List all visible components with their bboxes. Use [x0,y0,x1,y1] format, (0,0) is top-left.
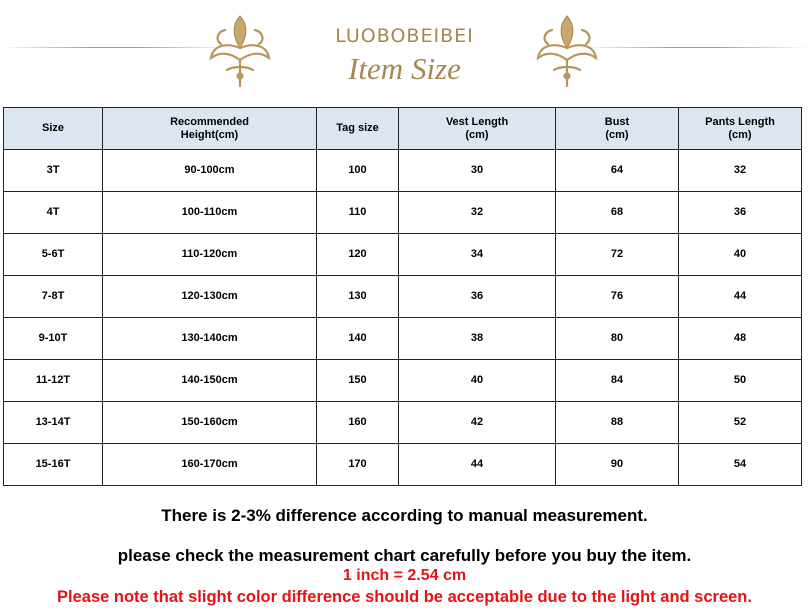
cell-size: 11-12T [4,360,103,402]
table-row [4,318,802,360]
cell-size: 9-10T [4,318,103,360]
table-row [4,402,802,444]
cell-bust: 76 [556,276,679,318]
column-header-vest-length: Vest Length (cm) [399,108,556,150]
cell-size: 7-8T [4,276,103,318]
table-row [4,360,802,402]
size-chart-table [3,107,802,486]
cell-pants-length: 32 [679,150,802,192]
cell-pants-length: 54 [679,444,802,486]
cell-tag-size: 120 [317,234,399,276]
cell-tag-size: 140 [317,318,399,360]
column-header-recommended-height: Recommended Height(cm) [103,108,317,150]
cell-bust: 72 [556,234,679,276]
cell-bust: 84 [556,360,679,402]
cell-size: 3T [4,150,103,192]
table-row [4,276,802,318]
cell-size: 4T [4,192,103,234]
cell-tag-size: 110 [317,192,399,234]
cell-vest-length: 32 [399,192,556,234]
cell-height: 100-110cm [103,192,317,234]
table-header-row [4,108,802,150]
column-header-size: Size [4,108,103,150]
cell-pants-length: 40 [679,234,802,276]
cell-height: 150-160cm [103,402,317,444]
color-difference-note: Please note that slight color difference should be acceptable due to the light and screen. [57,588,752,606]
cell-height: 140-150cm [103,360,317,402]
cell-vest-length: 36 [399,276,556,318]
cell-tag-size: 160 [317,402,399,444]
cell-pants-length: 44 [679,276,802,318]
table-row [4,234,802,276]
cell-bust: 68 [556,192,679,234]
cell-tag-size: 100 [317,150,399,192]
cell-vest-length: 44 [399,444,556,486]
cell-vest-length: 40 [399,360,556,402]
cell-tag-size: 150 [317,360,399,402]
brand-name: LUOBOBEIBEI [335,25,474,47]
cell-vest-length: 34 [399,234,556,276]
cell-bust: 90 [556,444,679,486]
cell-height: 130-140cm [103,318,317,360]
cell-height: 120-130cm [103,276,317,318]
cell-bust: 80 [556,318,679,360]
check-chart-note: please check the measurement chart carefully before you buy the item. [117,546,692,565]
cell-height: 90-100cm [103,150,317,192]
column-header-bust: Bust (cm) [556,108,679,150]
cell-vest-length: 30 [399,150,556,192]
cell-pants-length: 52 [679,402,802,444]
cell-vest-length: 38 [399,318,556,360]
measurement-difference-note: There is 2-3% difference according to manual measurement. [161,506,648,525]
cell-pants-length: 36 [679,192,802,234]
cell-height: 110-120cm [103,234,317,276]
cell-pants-length: 50 [679,360,802,402]
table-row [4,150,802,192]
decorative-line-right [580,47,809,48]
table-row [4,444,802,486]
column-header-pants-length: Pants Length (cm) [679,108,802,150]
cell-height: 160-170cm [103,444,317,486]
page-title: Item Size [348,51,461,86]
cell-bust: 64 [556,150,679,192]
cell-size: 13-14T [4,402,103,444]
cell-pants-length: 48 [679,318,802,360]
cell-size: 15-16T [4,444,103,486]
cell-vest-length: 42 [399,402,556,444]
cell-tag-size: 170 [317,444,399,486]
header [0,0,809,100]
cell-bust: 88 [556,402,679,444]
cell-size: 5-6T [4,234,103,276]
table-row [4,192,802,234]
column-header-tag-size: Tag size [317,108,399,150]
cell-tag-size: 130 [317,276,399,318]
decorative-line-left [0,47,230,48]
inch-conversion-note: 1 inch = 2.54 cm [342,567,467,584]
